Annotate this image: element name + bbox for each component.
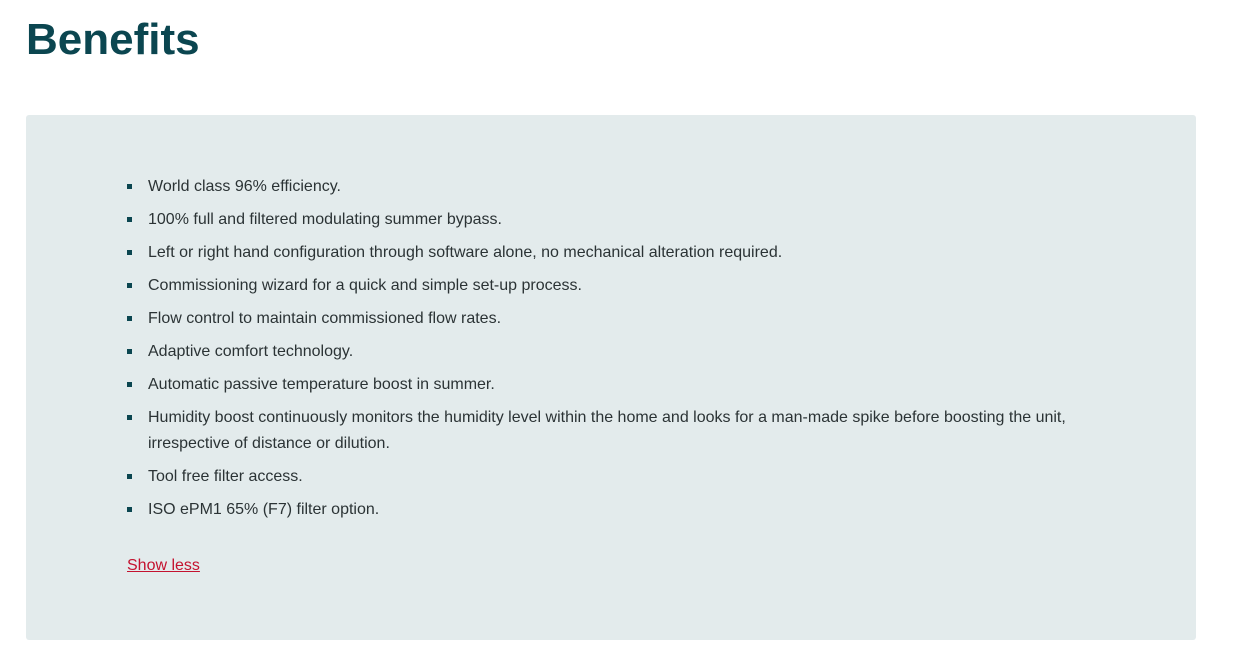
square-bullet-icon — [127, 382, 132, 387]
list-item — [127, 339, 1087, 365]
show-less-link[interactable]: Show less — [127, 557, 200, 574]
square-bullet-icon — [127, 474, 132, 479]
benefit-text: Left or right hand configuration through software alone, no mechanical alteration required. — [148, 244, 783, 261]
benefit-text: Flow control to maintain commissioned flow rates. — [148, 310, 502, 327]
benefit-text: Automatic passive temperature boost in summer. — [148, 376, 495, 393]
benefits-list — [127, 174, 1087, 530]
square-bullet-icon — [127, 507, 132, 512]
square-bullet-icon — [127, 184, 132, 189]
list-item — [127, 405, 1087, 457]
benefit-text: Adaptive comfort technology. — [148, 343, 354, 360]
square-bullet-icon — [127, 217, 132, 222]
page-title: Benefits — [26, 15, 200, 64]
square-bullet-icon — [127, 415, 132, 420]
benefit-text: 100% full and filtered modulating summer bypass. — [148, 211, 502, 228]
list-item — [127, 174, 1087, 200]
benefit-text: ISO ePM1 65% (F7) filter option. — [148, 501, 380, 518]
benefit-text: Humidity boost continuously monitors the humidity level within the home and looks for a man-made spike before boosting the unit, irrespective of distance or dilution. — [148, 409, 1066, 452]
benefits-panel — [26, 115, 1196, 640]
list-item — [127, 306, 1087, 332]
square-bullet-icon — [127, 316, 132, 321]
square-bullet-icon — [127, 250, 132, 255]
benefit-text: Commissioning wizard for a quick and simple set-up process. — [148, 277, 582, 294]
list-item — [127, 240, 1087, 266]
benefit-text: Tool free filter access. — [148, 468, 303, 485]
list-item — [127, 207, 1087, 233]
list-item — [127, 372, 1087, 398]
square-bullet-icon — [127, 349, 132, 354]
list-item — [127, 273, 1087, 299]
list-item — [127, 464, 1087, 490]
benefit-text: World class 96% efficiency. — [148, 178, 341, 195]
list-item — [127, 497, 1087, 523]
square-bullet-icon — [127, 283, 132, 288]
